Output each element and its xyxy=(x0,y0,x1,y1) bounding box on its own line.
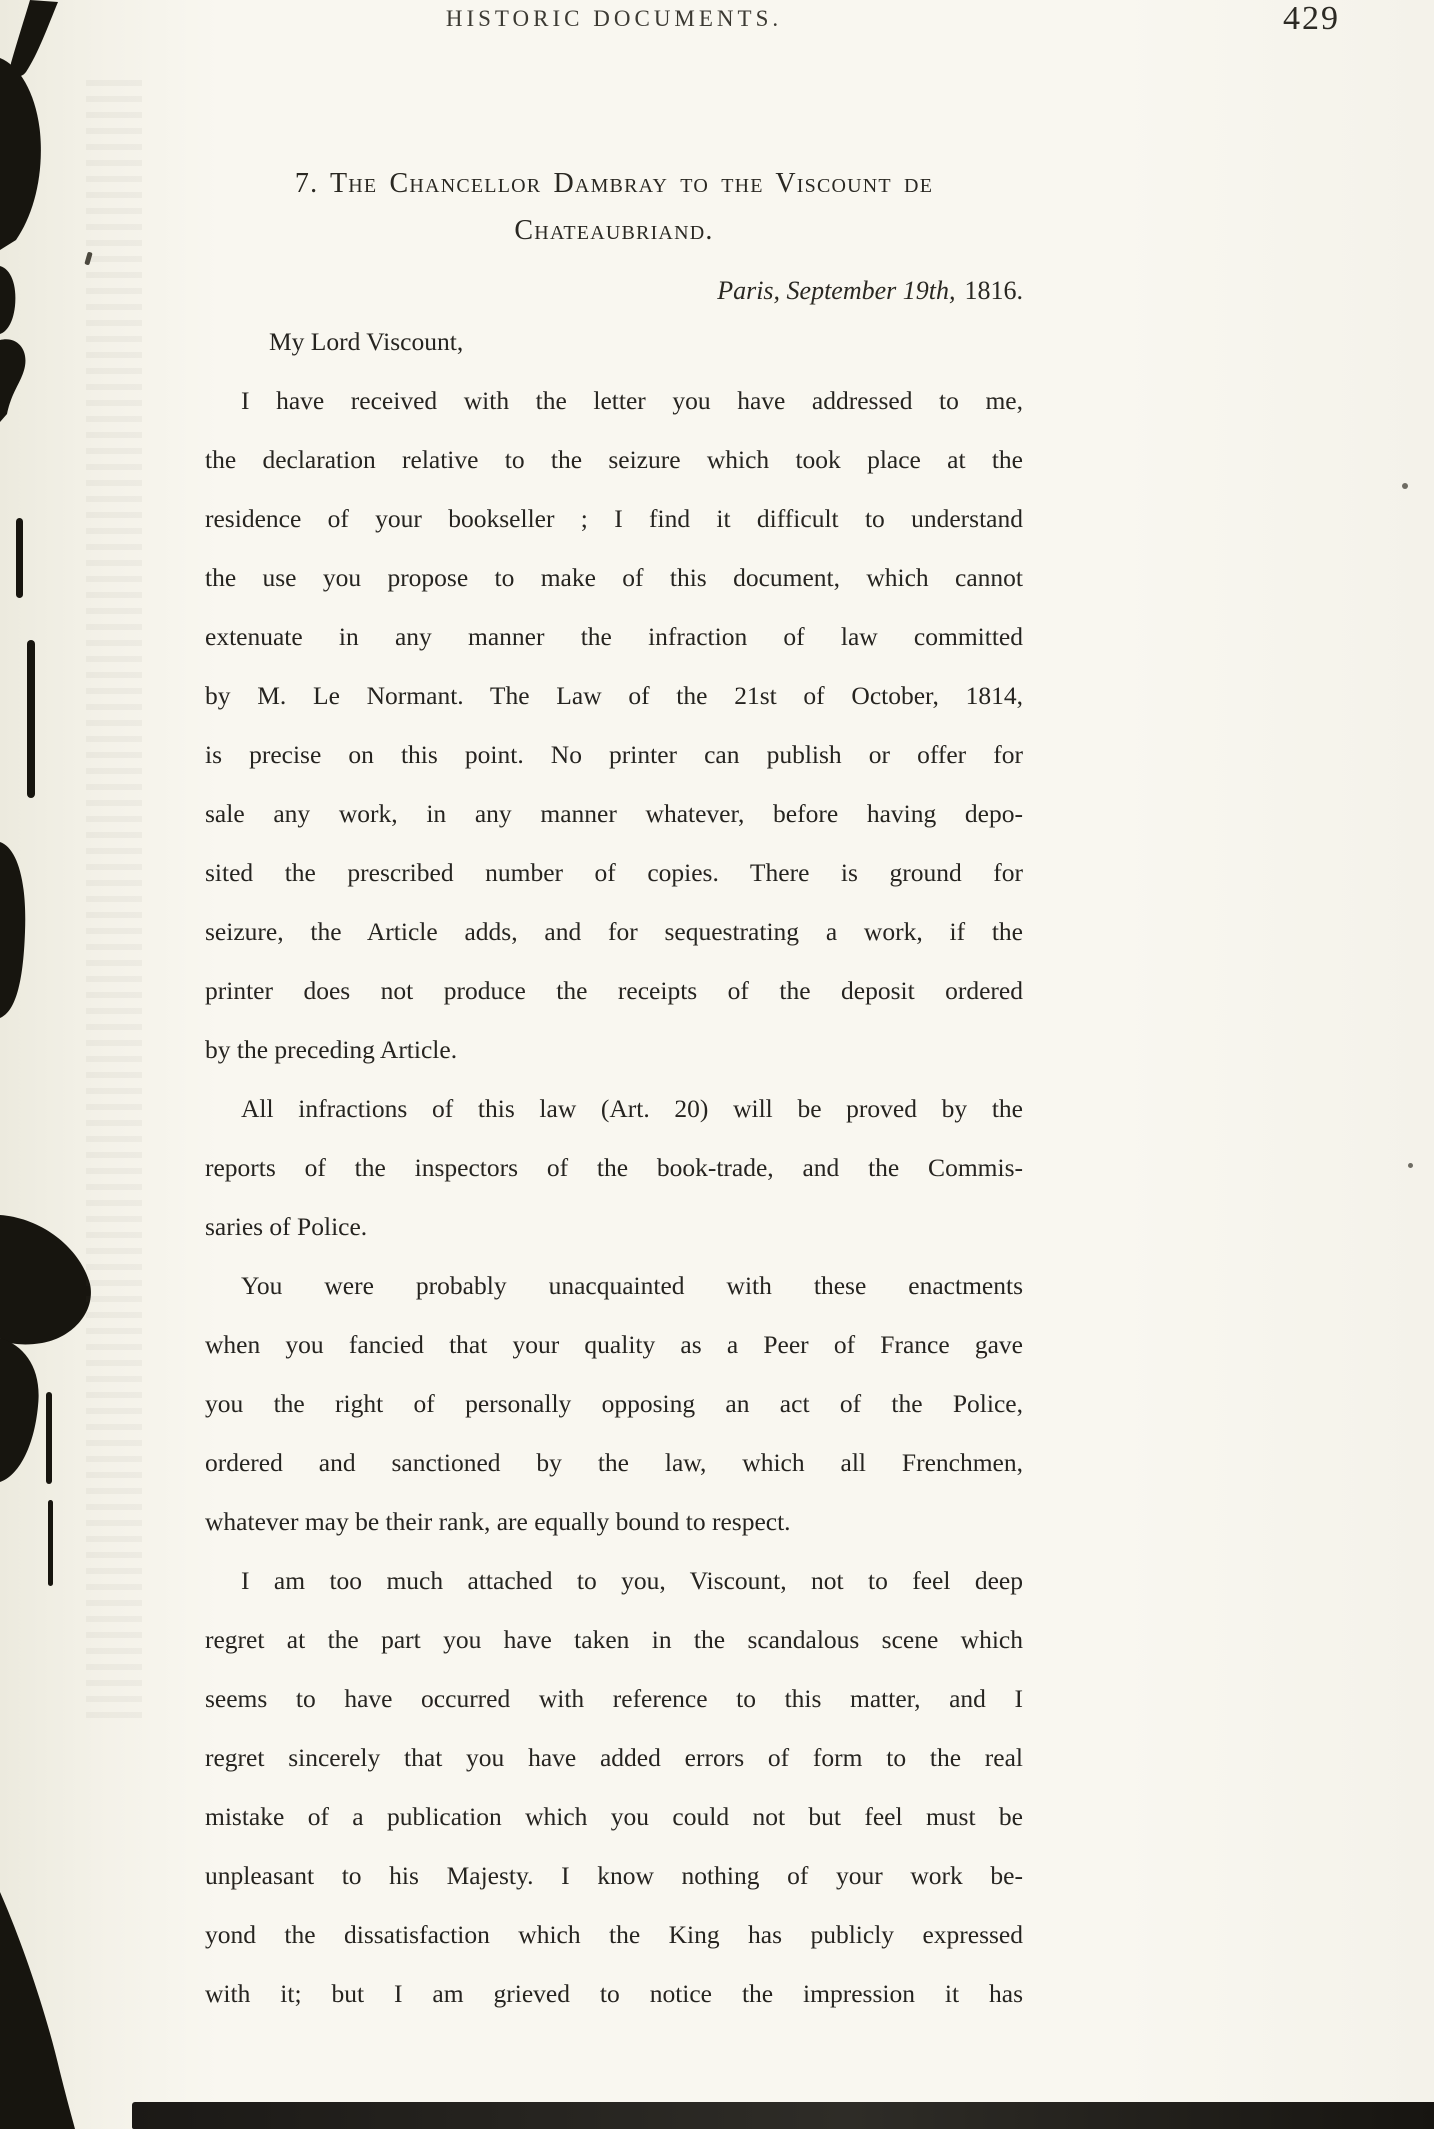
paragraph xyxy=(205,1256,1023,1551)
text-line: sited the prescribed number of copies. There is ground for xyxy=(205,858,1023,887)
running-header xyxy=(205,6,1023,32)
text-line: with it; but I am grieved to notice the impression it has xyxy=(205,1979,1023,2008)
text-line: seems to have occurred with reference to this matter, and I xyxy=(205,1684,1023,1713)
text-line: is precise on this point. No printer can publish or offer for xyxy=(205,740,1023,769)
salutation: My Lord Viscount, xyxy=(269,327,464,356)
text-line: You were probably unacquainted with these enactments xyxy=(241,1271,1023,1300)
text-line: saries of Police. xyxy=(205,1212,368,1241)
text-line: extenuate in any manner the infraction of law committed xyxy=(205,622,1023,651)
ink-smudges xyxy=(0,0,170,2129)
ink-blobs xyxy=(0,0,91,2129)
letter-body xyxy=(205,312,1023,2023)
text-line: yond the dissatisfaction which the King has publicly expressed xyxy=(205,1920,1023,1949)
dateline-year: 1816. xyxy=(964,276,1023,305)
text-line: I have received with the letter you have addressed to me, xyxy=(241,386,1023,415)
letter-heading-line2: Chateaubriand. xyxy=(514,215,714,246)
text-line: I am too much attached to you, Viscount, not to feel deep xyxy=(241,1566,1023,1595)
text-line: regret sincerely that you have added errors of form to the real xyxy=(205,1743,1023,1772)
text-line: regret at the part you have taken in the scandalous scene which xyxy=(205,1625,1023,1654)
dateline xyxy=(205,276,1023,306)
scan-edge-band xyxy=(132,2102,1434,2129)
scan-speck xyxy=(1408,1163,1413,1168)
text-line: mistake of a publication which you could not but feel must be xyxy=(205,1802,1023,1831)
text-line: by the preceding Article. xyxy=(205,1035,458,1064)
text-line: when you fancied that your quality as a Peer of France gave xyxy=(205,1330,1023,1359)
text-line: residence of your bookseller ; I find it difficult to understand xyxy=(205,504,1023,533)
text-line: whatever may be their rank, are equally bound to respect. xyxy=(205,1507,791,1536)
text-line: All infractions of this law (Art. 20) will be proved by the xyxy=(241,1094,1023,1123)
scan-speck xyxy=(1402,483,1408,489)
running-header-title: HISTORIC DOCUMENTS. xyxy=(445,6,783,31)
text-line: you the right of personally opposing an act of the Police, xyxy=(205,1389,1023,1418)
text-line: reports of the inspectors of the book-trade, and the Commis- xyxy=(205,1153,1023,1182)
text-line: by M. Le Normant. The Law of the 21st of October, 1814, xyxy=(205,681,1023,710)
text-line: sale any work, in any manner whatever, before having depo- xyxy=(205,799,1023,828)
page-number: 429 xyxy=(1283,0,1340,37)
letter-heading-line1: 7. The Chancellor Dambray to the Viscount de xyxy=(294,168,934,199)
paragraph xyxy=(205,371,1023,1079)
dateline-place: Paris, September 19th, xyxy=(717,276,956,305)
text-line: the declaration relative to the seizure which took place at the xyxy=(205,445,1023,474)
text-line: unpleasant to his Majesty. I know nothing of your work be- xyxy=(205,1861,1023,1890)
paragraph xyxy=(205,1079,1023,1256)
paragraph xyxy=(205,1551,1023,2023)
letter-heading xyxy=(205,160,1023,254)
text-line: ordered and sanctioned by the law, which all Frenchmen, xyxy=(205,1448,1023,1477)
binding-shadow xyxy=(86,80,142,1720)
text-line: seizure, the Article adds, and for sequestrating a work, if the xyxy=(205,917,1023,946)
text-line: printer does not produce the receipts of the deposit ordered xyxy=(205,976,1023,1005)
text-line: the use you propose to make of this document, which cannot xyxy=(205,563,1023,592)
